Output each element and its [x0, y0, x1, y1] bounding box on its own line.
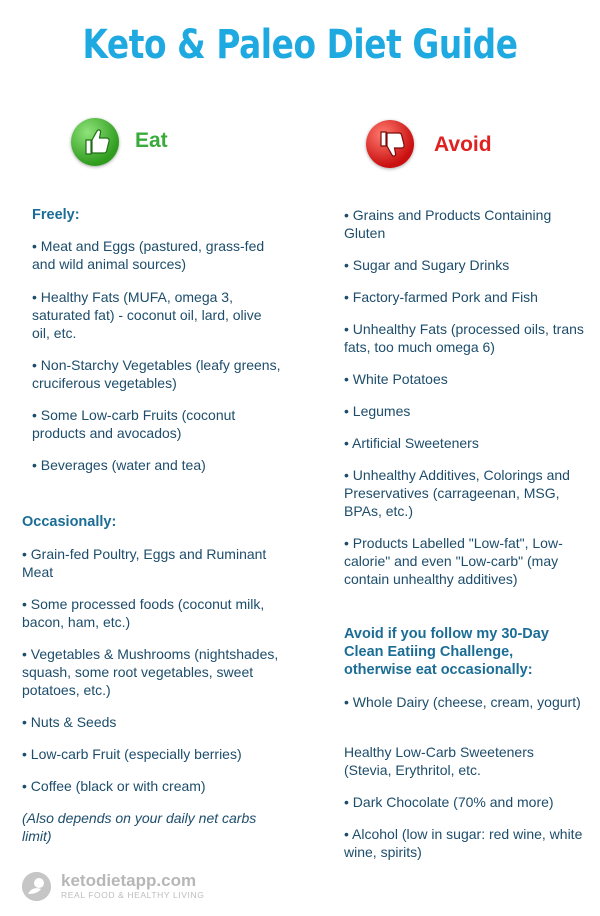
- challenge-heading: Avoid if you follow my 30-Day Clean Eatiing Challenge, otherwise eat occasionally:: [344, 626, 549, 678]
- list-item: • Non-Starchy Vegetables (leafy greens, cruciferous vegetables): [32, 357, 281, 391]
- freely-heading: Freely:: [32, 207, 80, 223]
- list-item: Healthy Low-Carb Sweeteners (Stevia, Erythritol, etc.: [344, 744, 534, 778]
- brand-tagline: REAL FOOD & HEALTHY LIVING: [61, 890, 205, 900]
- list-item: • Nuts & Seeds: [22, 714, 117, 730]
- list-item: • Meat and Eggs (pastured, grass-fed and wild animal sources): [32, 238, 265, 272]
- eat-heading: Eat: [135, 129, 168, 152]
- brand-name: ketodietapp.com: [61, 871, 197, 890]
- list-item: • White Potatoes: [344, 371, 448, 387]
- list-item: • Legumes: [344, 403, 411, 419]
- list-item: • Vegetables & Mushrooms (nightshades, squash, some root vegetables, sweet potatoes, etc.): [22, 646, 279, 698]
- list-item: • Healthy Fats (MUFA, omega 3, saturated fat) - coconut oil, lard, olive oil, etc.: [32, 289, 262, 341]
- list-item: • Alcohol (low in sugar: red wine, white wine, spirits): [344, 826, 583, 860]
- list-item: • Unhealthy Additives, Colorings and Preservatives (carrageenan, MSG, BPAs, etc.): [344, 467, 570, 519]
- list-item: • Whole Dairy (cheese, cream, yogurt): [344, 694, 581, 710]
- list-item: • Coffee (black or with cream): [22, 778, 206, 794]
- net-carbs-note: (Also depends on your daily net carbs limit): [22, 810, 257, 844]
- list-item: • Unhealthy Fats (processed oils, trans fats, too much omega 6): [344, 321, 584, 355]
- list-item: • Some Low-carb Fruits (coconut products and avocados): [32, 407, 236, 441]
- list-item: • Beverages (water and tea): [32, 457, 206, 473]
- list-item: • Dark Chocolate (70% and more): [344, 794, 554, 810]
- list-item: • Factory-farmed Pork and Fish: [344, 289, 538, 305]
- list-item: • Grain-fed Poultry, Eggs and Ruminant Meat: [22, 546, 267, 580]
- thumbs-up-icon: [71, 118, 119, 166]
- list-item: • Some processed foods (coconut milk, bacon, ham, etc.): [22, 596, 265, 630]
- avoid-heading: Avoid: [434, 133, 492, 156]
- page-title: Keto & Paleo Diet Guide: [82, 22, 518, 68]
- list-item: • Artificial Sweeteners: [344, 435, 479, 451]
- list-item: • Sugar and Sugary Drinks: [344, 257, 510, 273]
- thumbs-down-icon: [366, 120, 414, 168]
- list-item: • Low-carb Fruit (especially berries): [22, 746, 242, 762]
- brand-logo-icon: [22, 872, 51, 901]
- list-item: • Products Labelled "Low-fat", Low-calorie" and even "Low-carb" (may contain unhealthy additives): [344, 535, 563, 587]
- list-item: • Grains and Products Containing Gluten: [344, 207, 552, 241]
- occasionally-heading: Occasionally:: [22, 514, 117, 530]
